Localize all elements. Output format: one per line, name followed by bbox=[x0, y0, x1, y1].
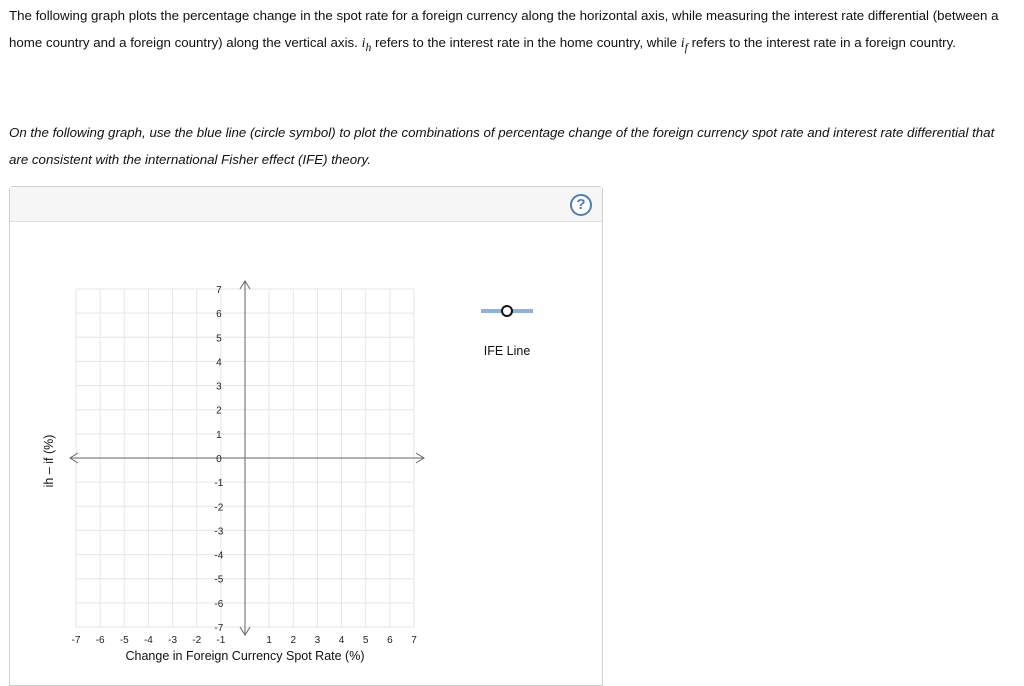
foreign-rate-symbol: $i_f$ bbox=[680, 35, 688, 54]
instruction-text: On the following graph, use the blue line (circle symbol) to plot the combinations of percentage change of the foreign currency spot rate and interest rate differential that are consistent with the international Fisher effect (IFE) theory. bbox=[9, 125, 995, 167]
y-tick-label: 1 bbox=[216, 429, 222, 441]
x-axis-title: Change in Foreign Currency Spot Rate (%) bbox=[125, 649, 365, 663]
x-tick-label: -6 bbox=[95, 635, 105, 646]
x-tick-label: 4 bbox=[338, 635, 345, 646]
graph-panel bbox=[9, 186, 603, 686]
x-tick-labels bbox=[72, 635, 418, 646]
x-tick-label: 2 bbox=[290, 635, 297, 646]
x-tick-label: -7 bbox=[71, 635, 81, 646]
intro-text bbox=[9, 3, 1019, 61]
y-tick-label: 4 bbox=[216, 357, 222, 369]
x-tick-label: -2 bbox=[192, 635, 202, 646]
x-tick-label: -3 bbox=[168, 635, 178, 646]
y-tick-label: -1 bbox=[214, 478, 224, 490]
intro-part-2: refers to the interest rate in the home country, while bbox=[375, 34, 678, 50]
intro-part-1: The following graph plots the percentage change in the spot rate for a foreign currency along the horizontal axis, while measuring the interest rate differential (between a home country and a foreign country) along the vertical axis. bbox=[9, 8, 999, 50]
ife-line-legend-label: IFE Line bbox=[483, 344, 531, 358]
y-axis-title: ih – if (%) bbox=[42, 434, 56, 488]
x-tick-label: -1 bbox=[216, 635, 226, 646]
y-tick-label: -4 bbox=[214, 550, 224, 562]
chart-svg[interactable] bbox=[10, 187, 604, 677]
x-tick-label: -4 bbox=[143, 635, 153, 646]
y-tick-label: 2 bbox=[216, 405, 222, 417]
y-tick-label: -7 bbox=[214, 623, 224, 634]
y-tick-label: -6 bbox=[214, 598, 224, 610]
help-button[interactable]: ? bbox=[570, 194, 592, 216]
home-rate-symbol: $i_h$ bbox=[361, 35, 372, 54]
y-tick-label: 0 bbox=[216, 454, 222, 465]
y-tick-label: 5 bbox=[216, 333, 222, 345]
circle-symbol-icon[interactable] bbox=[502, 306, 512, 316]
x-tick-label: 5 bbox=[362, 635, 369, 646]
x-tick-label: 3 bbox=[314, 635, 321, 646]
legend bbox=[481, 306, 533, 358]
axes bbox=[70, 281, 424, 635]
x-tick-label: 6 bbox=[387, 635, 393, 646]
y-tick-label: 7 bbox=[216, 285, 222, 296]
x-tick-label: -5 bbox=[119, 635, 129, 646]
y-tick-label: -2 bbox=[214, 502, 224, 514]
y-tick-label: -3 bbox=[214, 526, 224, 538]
x-tick-label: 7 bbox=[411, 635, 417, 646]
x-tick-label: 1 bbox=[266, 635, 272, 646]
intro-part-3: refers to the interest rate in a foreign country. bbox=[691, 34, 956, 50]
y-tick-label: 6 bbox=[216, 309, 222, 321]
y-tick-label: 3 bbox=[216, 381, 222, 393]
y-tick-label: -5 bbox=[214, 574, 224, 586]
